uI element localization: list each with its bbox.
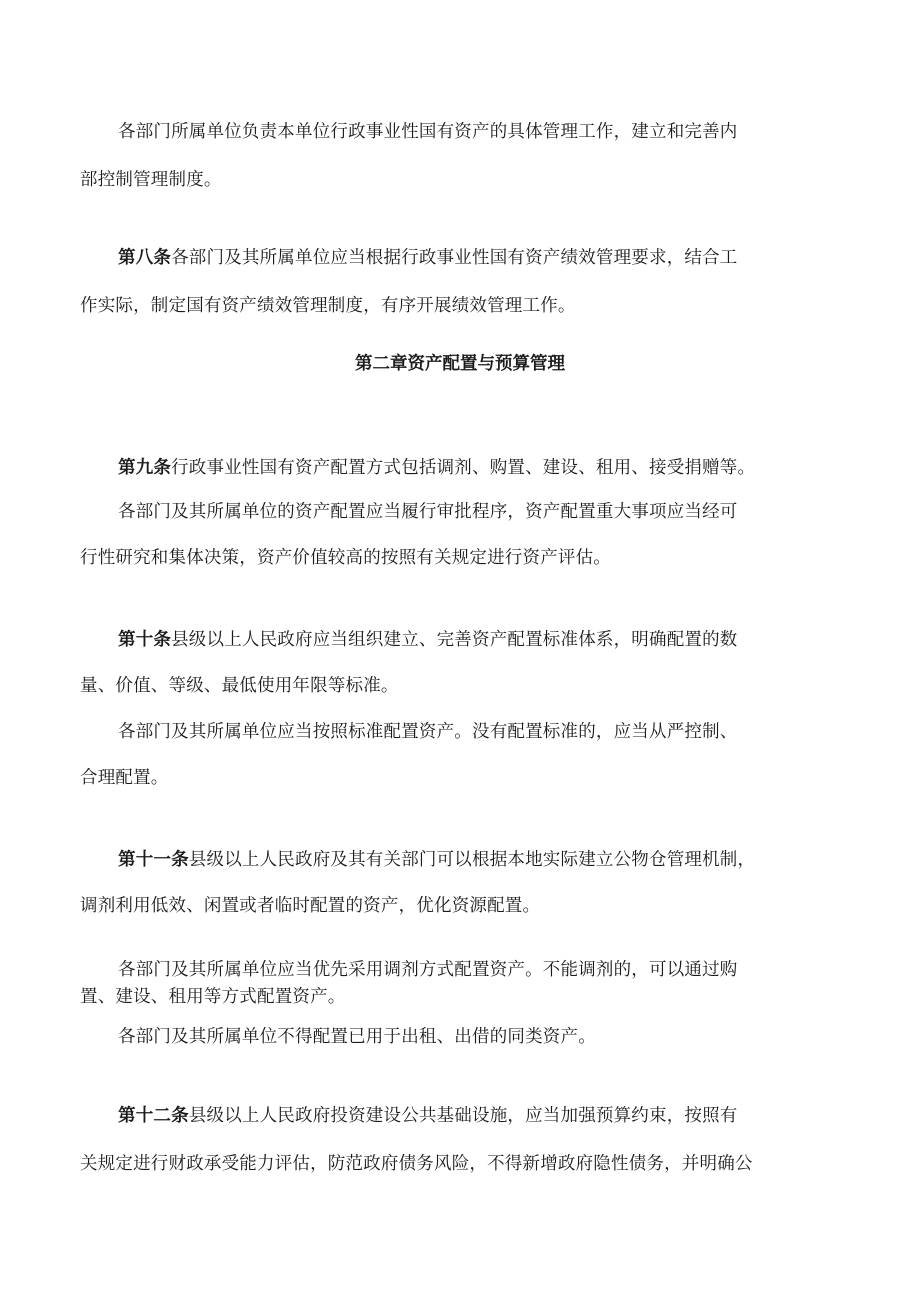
article-10-label: 第十条 bbox=[118, 630, 172, 650]
article-11-label: 第十一条 bbox=[118, 850, 189, 870]
article-11-p3-line1: 各部门及其所属单位不得配置已用于出租、出借的同类资产。 bbox=[118, 1027, 596, 1047]
chapter-2-title: 第二章资产配置与预算管理 bbox=[355, 354, 565, 374]
article-11-line2: 调剂利用低效、闲置或者临时配置的资产，优化资源配置。 bbox=[80, 896, 541, 916]
article-10-p2-line2: 合理配置。 bbox=[80, 768, 169, 788]
article-9-text: 行政事业性国有资产配置方式包括调剂、购置、建设、租用、接受捐赠等。 bbox=[171, 458, 756, 478]
article-9-p2-line2: 行性研究和集体决策，资产价值较高的按照有关规定进行资产评估。 bbox=[80, 548, 611, 568]
article-8-line1 bbox=[118, 246, 840, 270]
article-12-line1 bbox=[118, 1104, 840, 1128]
article-10-text: 县级以上人民政府应当组织建立、完善资产配置标准体系，明确配置的数 bbox=[171, 630, 738, 650]
article-9-label: 第九条 bbox=[118, 458, 172, 478]
article-11-p2-line1: 各部门及其所属单位应当优先采用调剂方式配置资产。不能调剂的，可以通过购 bbox=[118, 960, 738, 980]
article-10-line2: 量、价值、等级、最低使用年限等标准。 bbox=[80, 676, 399, 696]
article-11-text: 县级以上人民政府及其有关部门可以根据本地实际建立公物仓管理机制， bbox=[188, 850, 756, 870]
article-12-line2: 关规定进行财政承受能力评估，防范政府债务风险，不得新增政府隐性债务，并明确公 bbox=[80, 1154, 753, 1174]
article-9-line1 bbox=[118, 456, 840, 480]
article-12-text: 县级以上人民政府投资建设公共基础设施，应当加强预算约束，按照有 bbox=[188, 1106, 738, 1126]
article-9-p2-line1: 各部门及其所属单位的资产配置应当履行审批程序，资产配置重大事项应当经可 bbox=[118, 502, 738, 522]
article-8-label: 第八条 bbox=[118, 248, 172, 268]
article-10-p2-line1: 各部门及其所属单位应当按照标准配置资产。没有配置标准的，应当从严控制、 bbox=[118, 722, 738, 742]
article-11-p2-line2: 置、建设、租用等方式配置资产。 bbox=[80, 987, 346, 1007]
paragraph-unit-responsibility-line1: 各部门所属单位负责本单位行政事业性国有资产的具体管理工作，建立和完善内 bbox=[118, 122, 738, 142]
article-10-line1 bbox=[118, 628, 840, 652]
article-8-text: 各部门及其所属单位应当根据行政事业性国有资产绩效管理要求，结合工 bbox=[171, 248, 738, 268]
paragraph-unit-responsibility-line2: 部控制管理制度。 bbox=[80, 170, 222, 190]
article-8-line2: 作实际，制定国有资产绩效管理制度，有序开展绩效管理工作。 bbox=[80, 296, 576, 316]
article-11-line1 bbox=[118, 848, 840, 872]
article-12-label: 第十二条 bbox=[118, 1106, 189, 1126]
